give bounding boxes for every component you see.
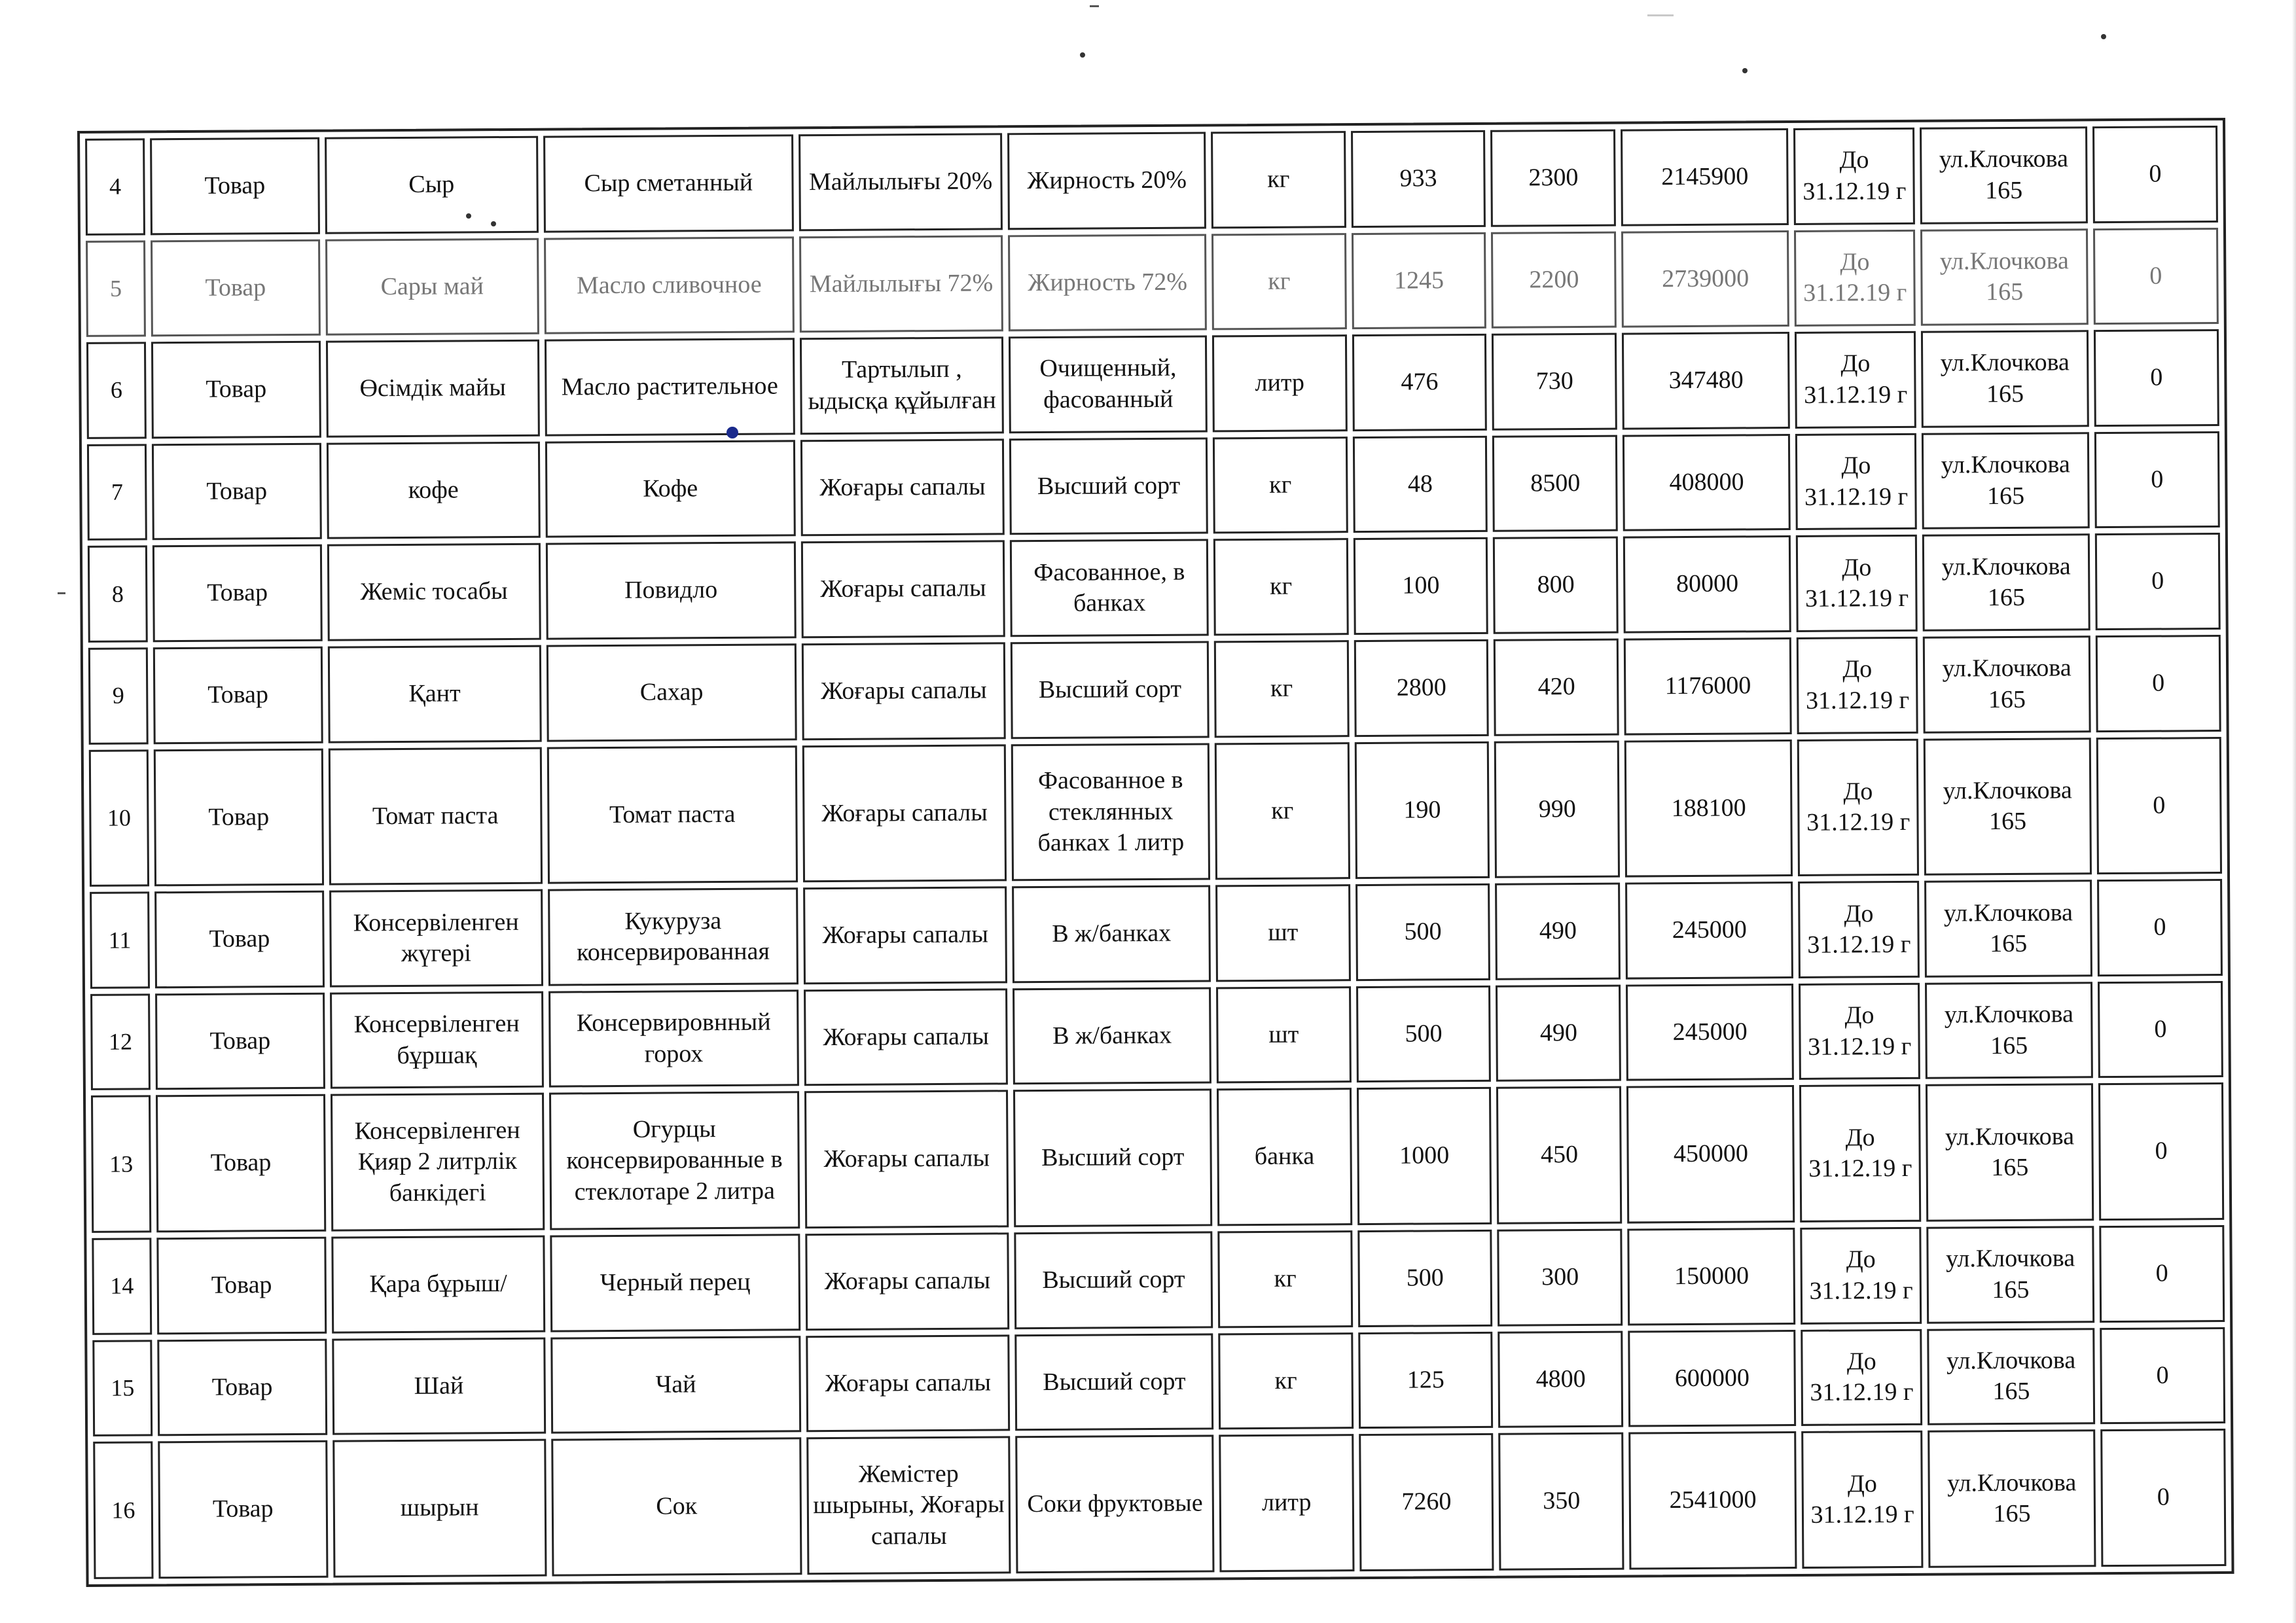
- item-type-cell: Товар: [152, 443, 321, 541]
- row-number-cell: 6: [86, 342, 147, 439]
- table-row: [85, 126, 2218, 235]
- spec-ru-cell: Соки фруктовые: [1016, 1435, 1215, 1574]
- price-cell: 350: [1499, 1433, 1624, 1571]
- item-type-cell: Товар: [155, 993, 325, 1090]
- unit-cell: кг: [1217, 1230, 1353, 1328]
- delivery-address-cell: ул.Клочкова 165: [1922, 534, 2090, 632]
- row-number-cell: 9: [88, 647, 149, 744]
- item-type-cell: Товар: [154, 891, 324, 988]
- spec-kz-cell: Жемістер шырыны, Жоғары сапалы: [806, 1436, 1011, 1575]
- name-kz-cell: Қара бұрыш/: [331, 1236, 545, 1334]
- scan-mark: [1647, 14, 1674, 16]
- quantity-cell: 500: [1357, 1230, 1493, 1327]
- table-body: [85, 126, 2226, 1579]
- delivery-address-cell: ул.Клочкова 165: [1920, 228, 2089, 326]
- delivery-address-cell: ул.Клочкова 165: [1922, 432, 2090, 529]
- advance-cell: 0: [2095, 533, 2221, 630]
- advance-cell: 0: [2098, 1082, 2224, 1221]
- spec-ru-cell: Фасованное в стеклянных банках 1 литр: [1011, 743, 1210, 881]
- delivery-term-cell: До 31.12.19 г: [1799, 1084, 1921, 1222]
- name-kz-cell: Томат паста: [328, 747, 542, 885]
- amount-cell: 80000: [1623, 535, 1791, 633]
- item-type-cell: Товар: [157, 1338, 327, 1436]
- price-cell: 300: [1498, 1229, 1623, 1327]
- table-row: [87, 431, 2220, 541]
- table-row: [90, 879, 2223, 988]
- delivery-address-cell: ул.Клочкова 165: [1923, 635, 2091, 733]
- unit-cell: кг: [1215, 742, 1350, 880]
- spec-kz-cell: Майлылығы 72%: [799, 235, 1003, 332]
- name-ru-cell: Масло сливочное: [544, 236, 795, 334]
- ink-mark: [726, 427, 738, 438]
- unit-cell: литр: [1219, 1434, 1354, 1572]
- spec-kz-cell: Жоғары сапалы: [806, 1334, 1010, 1432]
- name-kz-cell: Өсімдік майы: [326, 340, 540, 438]
- amount-cell: 1176000: [1624, 637, 1792, 735]
- price-cell: 2300: [1490, 130, 1616, 227]
- table-row: [90, 981, 2223, 1090]
- amount-cell: 245000: [1626, 882, 1794, 979]
- table-row: [92, 1225, 2225, 1334]
- scan-speck: [466, 213, 471, 219]
- name-ru-cell: Сок: [551, 1437, 802, 1576]
- spec-ru-cell: В ж/банках: [1012, 885, 1211, 983]
- advance-cell: 0: [2093, 228, 2219, 325]
- price-cell: 800: [1493, 537, 1619, 634]
- spec-ru-cell: Очищенный, фасованный: [1009, 336, 1208, 433]
- table-row: [86, 228, 2219, 337]
- delivery-term-cell: До 31.12.19 г: [1794, 229, 1916, 327]
- delivery-address-cell: ул.Клочкова 165: [1927, 1226, 2095, 1323]
- amount-cell: 2739000: [1621, 230, 1789, 328]
- price-cell: 8500: [1492, 435, 1618, 532]
- spec-ru-cell: Высший сорт: [1013, 1089, 1212, 1227]
- delivery-term-cell: До 31.12.19 г: [1793, 128, 1915, 225]
- delivery-address-cell: ул.Клочкова 165: [1921, 330, 2089, 427]
- item-type-cell: Товар: [151, 239, 320, 336]
- scan-mark: [1090, 5, 1099, 7]
- quantity-cell: 190: [1354, 741, 1490, 879]
- advance-cell: 0: [2100, 1429, 2226, 1567]
- name-kz-cell: кофе: [327, 441, 541, 539]
- spec-ru-cell: В ж/банках: [1013, 987, 1211, 1084]
- name-kz-cell: Жеміс тосабы: [327, 543, 541, 641]
- unit-cell: шт: [1216, 986, 1352, 1084]
- spec-ru-cell: Высший сорт: [1009, 437, 1208, 535]
- name-ru-cell: Томат паста: [547, 745, 798, 884]
- spec-kz-cell: Майлылығы 20%: [798, 133, 1003, 230]
- quantity-cell: 1000: [1357, 1087, 1492, 1225]
- item-type-cell: Товар: [152, 544, 322, 642]
- amount-cell: 150000: [1628, 1228, 1796, 1325]
- item-type-cell: Товар: [156, 1237, 326, 1334]
- delivery-term-cell: До 31.12.19 г: [1801, 1329, 1922, 1426]
- name-ru-cell: Масло растительное: [545, 338, 795, 436]
- page-edge-shadow: [2292, 0, 2296, 1623]
- quantity-cell: 476: [1352, 334, 1488, 431]
- delivery-term-cell: До 31.12.19 г: [1795, 433, 1917, 531]
- price-cell: 450: [1496, 1086, 1622, 1224]
- delivery-address-cell: ул.Клочкова 165: [1927, 1328, 2095, 1425]
- amount-cell: 408000: [1623, 434, 1791, 531]
- name-ru-cell: Сыр сметанный: [543, 134, 794, 232]
- table-row: [88, 533, 2221, 642]
- amount-cell: 188100: [1624, 740, 1793, 878]
- unit-cell: кг: [1211, 233, 1347, 330]
- name-ru-cell: Кофе: [545, 440, 796, 538]
- item-type-cell: Товар: [153, 647, 323, 744]
- row-number-cell: 15: [92, 1340, 152, 1436]
- delivery-address-cell: ул.Клочкова 165: [1928, 1429, 2096, 1567]
- unit-cell: банка: [1217, 1088, 1352, 1226]
- table-row: [89, 737, 2222, 887]
- row-number-cell: 14: [92, 1238, 152, 1334]
- row-number-cell: 7: [87, 444, 147, 541]
- delivery-term-cell: До 31.12.19 г: [1798, 881, 1920, 978]
- row-number-cell: 12: [90, 993, 151, 1090]
- name-kz-cell: Сары май: [325, 238, 539, 336]
- name-ru-cell: Сахар: [547, 643, 797, 741]
- unit-cell: шт: [1215, 884, 1351, 982]
- row-number-cell: 10: [89, 749, 149, 887]
- table-row: [86, 329, 2219, 438]
- quantity-cell: 1245: [1352, 232, 1487, 329]
- advance-cell: 0: [2096, 635, 2221, 732]
- quantity-cell: 125: [1358, 1331, 1494, 1429]
- goods-table: [77, 118, 2234, 1587]
- quantity-cell: 7260: [1359, 1433, 1494, 1571]
- spec-kz-cell: Тартылып , ыдысқа құйылған: [800, 337, 1004, 435]
- quantity-cell: 933: [1351, 130, 1486, 228]
- name-kz-cell: Консервіленген Қияр 2 литрлік банкідегі: [331, 1093, 545, 1232]
- delivery-address-cell: ул.Клочкова 165: [1925, 982, 2093, 1079]
- delivery-address-cell: ул.Клочкова 165: [1920, 126, 2088, 224]
- delivery-term-cell: До 31.12.19 г: [1800, 1227, 1922, 1325]
- price-cell: 4800: [1498, 1330, 1624, 1428]
- price-cell: 2200: [1491, 231, 1617, 329]
- name-ru-cell: Повидло: [546, 542, 797, 640]
- spec-kz-cell: Жоғары сапалы: [805, 1232, 1009, 1330]
- delivery-address-cell: ул.Клочкова 165: [1924, 738, 2092, 876]
- scan-speck: [1742, 68, 1748, 73]
- amount-cell: 245000: [1626, 984, 1794, 1081]
- advance-cell: 0: [2096, 737, 2222, 875]
- advance-cell: 0: [2098, 981, 2223, 1079]
- name-kz-cell: Сыр: [325, 136, 539, 234]
- scan-mark: [58, 592, 65, 594]
- name-ru-cell: Чай: [550, 1336, 801, 1434]
- delivery-address-cell: ул.Клочкова 165: [1926, 1084, 2094, 1222]
- advance-cell: 0: [2097, 879, 2223, 976]
- spec-ru-cell: Высший сорт: [1015, 1333, 1214, 1431]
- spec-kz-cell: Жоғары сапалы: [800, 438, 1005, 536]
- quantity-cell: 500: [1355, 883, 1491, 981]
- quantity-cell: 100: [1354, 537, 1489, 635]
- item-type-cell: Товар: [158, 1440, 328, 1578]
- advance-cell: 0: [2092, 126, 2218, 223]
- name-ru-cell: Огурцы консервированные в стеклотаре 2 литра: [549, 1092, 800, 1230]
- spec-ru-cell: Жирность 72%: [1008, 234, 1207, 331]
- spec-kz-cell: Жоғары сапалы: [801, 541, 1005, 638]
- spec-kz-cell: Жоғары сапалы: [804, 988, 1008, 1086]
- price-cell: 730: [1492, 333, 1617, 431]
- table-row: [88, 635, 2221, 744]
- scan-speck: [1080, 52, 1085, 58]
- delivery-term-cell: До 31.12.19 г: [1799, 983, 1920, 1080]
- row-number-cell: 5: [86, 240, 146, 337]
- amount-cell: 2541000: [1629, 1431, 1797, 1569]
- quantity-cell: 500: [1356, 986, 1492, 1083]
- advance-cell: 0: [2094, 329, 2219, 427]
- unit-cell: кг: [1213, 539, 1349, 636]
- unit-cell: кг: [1213, 437, 1348, 534]
- spec-kz-cell: Жоғары сапалы: [802, 642, 1006, 740]
- row-number-cell: 8: [88, 546, 148, 643]
- spec-kz-cell: Жоғары сапалы: [804, 1090, 1009, 1229]
- unit-cell: кг: [1214, 640, 1350, 738]
- table-row: [91, 1082, 2224, 1233]
- name-ru-cell: Кукуруза консервированная: [548, 887, 798, 986]
- spec-ru-cell: Жирность 20%: [1007, 132, 1206, 229]
- row-number-cell: 4: [85, 138, 145, 235]
- price-cell: 490: [1496, 984, 1621, 1082]
- name-ru-cell: Черный перец: [550, 1234, 800, 1332]
- delivery-term-cell: До 31.12.19 г: [1801, 1431, 1923, 1569]
- name-kz-cell: шырын: [332, 1439, 547, 1578]
- quantity-cell: 48: [1353, 436, 1488, 533]
- price-cell: 990: [1494, 740, 1620, 878]
- delivery-term-cell: До 31.12.19 г: [1797, 738, 1919, 876]
- item-type-cell: Товар: [150, 137, 319, 235]
- item-type-cell: Товар: [151, 341, 321, 438]
- quantity-cell: 2800: [1354, 639, 1490, 737]
- amount-cell: 347480: [1622, 332, 1790, 429]
- name-kz-cell: Шай: [332, 1337, 546, 1435]
- amount-cell: 600000: [1628, 1330, 1797, 1427]
- row-number-cell: 11: [90, 892, 150, 989]
- unit-cell: кг: [1211, 131, 1346, 228]
- delivery-term-cell: До 31.12.19 г: [1796, 535, 1918, 632]
- spec-ru-cell: Высший сорт: [1011, 641, 1210, 738]
- scan-speck: [491, 221, 496, 226]
- delivery-term-cell: До 31.12.19 г: [1795, 331, 1916, 429]
- spec-ru-cell: Высший сорт: [1014, 1231, 1213, 1329]
- unit-cell: кг: [1218, 1332, 1354, 1430]
- advance-cell: 0: [2099, 1225, 2225, 1323]
- table-row: [93, 1429, 2226, 1579]
- amount-cell: 450000: [1626, 1085, 1795, 1223]
- name-kz-cell: Консервіленген бұршақ: [330, 991, 544, 1089]
- row-number-cell: 16: [93, 1442, 153, 1579]
- name-kz-cell: Қант: [328, 645, 542, 743]
- name-kz-cell: Консервіленген жүгері: [329, 889, 543, 988]
- price-cell: 490: [1496, 883, 1621, 980]
- spec-kz-cell: Жоғары сапалы: [803, 887, 1007, 984]
- price-cell: 420: [1494, 639, 1619, 736]
- delivery-address-cell: ул.Клочкова 165: [1924, 880, 2092, 977]
- name-ru-cell: Консервировнный горох: [548, 990, 799, 1088]
- row-number-cell: 13: [91, 1096, 151, 1233]
- item-type-cell: Товар: [156, 1094, 326, 1232]
- advance-cell: 0: [2094, 431, 2220, 529]
- delivery-term-cell: До 31.12.19 г: [1797, 637, 1918, 734]
- spec-ru-cell: Фасованное, в банках: [1010, 539, 1209, 637]
- item-type-cell: Товар: [154, 748, 324, 886]
- advance-cell: 0: [2100, 1327, 2225, 1425]
- spec-kz-cell: Жоғары сапалы: [802, 744, 1007, 883]
- amount-cell: 2145900: [1621, 128, 1789, 226]
- unit-cell: литр: [1212, 334, 1348, 432]
- scan-speck: [2101, 34, 2106, 39]
- table-row: [92, 1327, 2225, 1436]
